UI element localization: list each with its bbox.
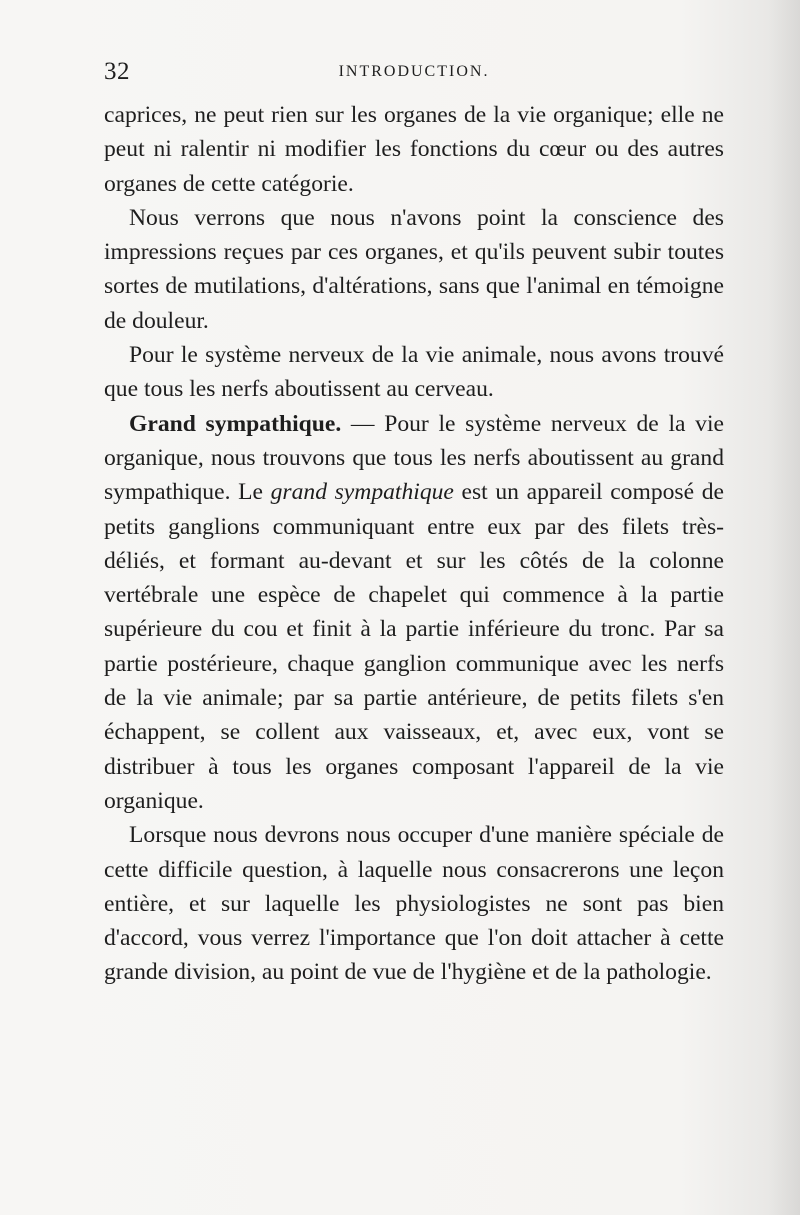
paragraph-2: Nous verrons que nous n'avons point la conscience des impressions reçues par ces organes, et qu'ils peuvent subir toutes sortes de mutilations, d'altérations, sans que l'animal en témoigne de douleur. [104,204,724,334]
paragraph-4-text-a: — Pour le système nerveux de la vie organique, nous trouvons que tous les nerfs aboutissent au grand sympathique. Le [104,410,724,506]
paragraph-3: Pour le système nerveux de la vie animale, nous avons trouvé que tous les nerfs aboutissent au cerveau. [104,342,724,403]
body-text [104,98,724,990]
paragraph-4-text-b: est un appareil composé de petits ganglions communiquant entre eux par des filets très-déliés, et formant au-devant et sur les côtés de la colonne vertébrale une espèce de chapelet qui commence à la partie supérieure du cou et finit à la partie inférieure du tronc. Par sa partie postérieure, chaque ganglion communique avec les nerfs de la vie animale; par sa partie antérieure, de petits filets s'en échappent, se collent aux vaisseaux, et, avec eux, vont se distribuer à tous les organes composant l'appareil de la vie organique. [104,479,724,814]
paragraph-1: caprices, ne peut rien sur les organes de la vie organique; elle ne peut ni ralentir ni modifier les fonctions du cœur ou des autres organes de cette catégorie. [104,102,724,197]
paragraph-5: Lorsque nous devrons nous occuper d'une manière spéciale de cette difficile question, à laquelle nous consacrerons une leçon entière, et sur laquelle les physiologistes ne sont pas bien d'accord, vous verrez l'importance que l'on doit attacher à cette grande division, au point de vue de l'hygiène et de la pathologie. [104,822,724,986]
paragraph-4 [104,407,724,819]
page-number: 32 [104,58,130,85]
paragraph-4-italic-term: grand sympathique [270,479,454,506]
running-head: INTRODUCTION. [338,63,490,80]
page-header [104,58,724,88]
section-heading: Grand sympathique. [129,410,342,437]
